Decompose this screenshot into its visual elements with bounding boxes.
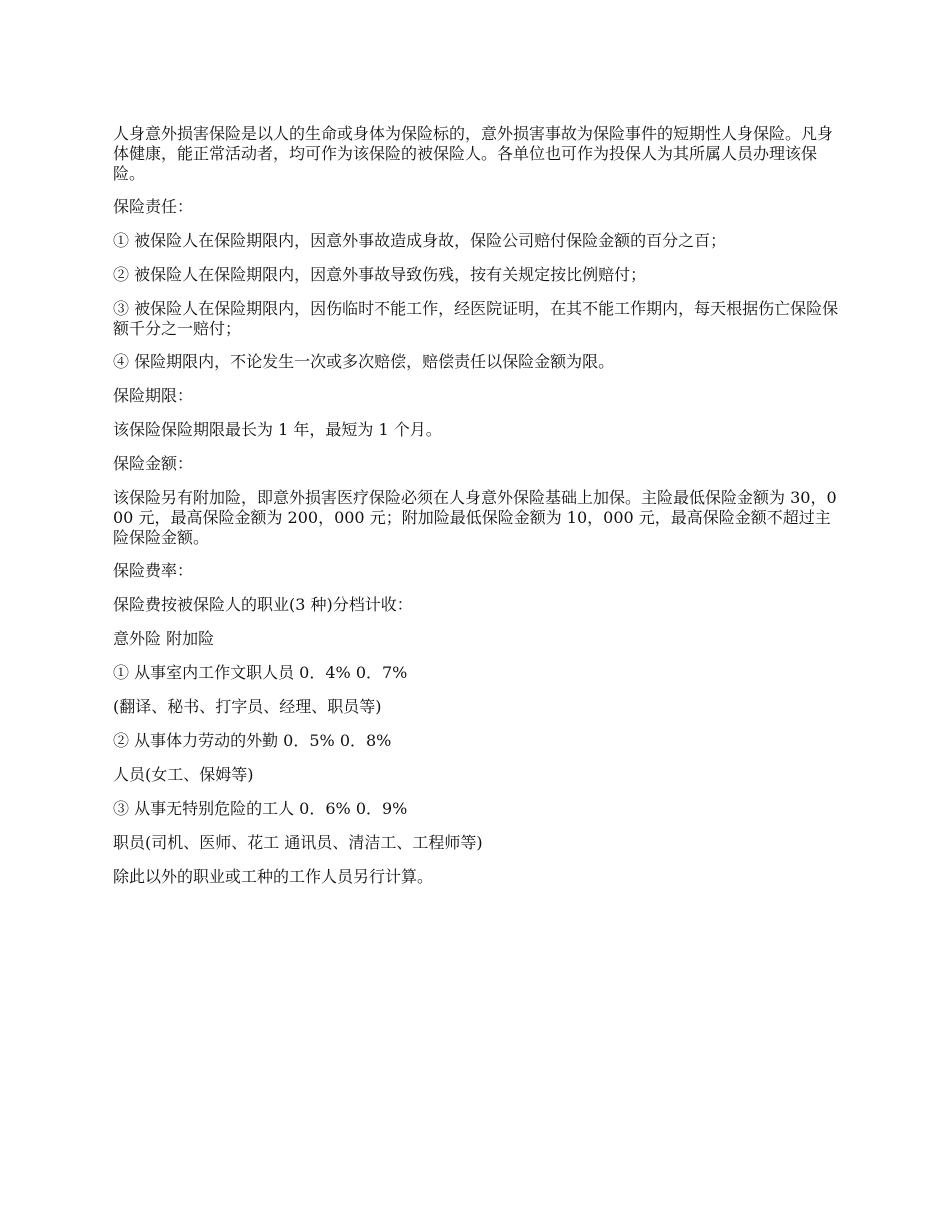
rate-row-1-detail: (翻译、秘书、打字员、经理、职员等): [113, 697, 382, 716]
section-heading-liability: 保险责任：: [113, 197, 194, 216]
rate-row-1: ① 从事室内工作文职人员 0．4% 0．7%: [113, 663, 408, 682]
liability-item-2: ② 被保险人在保险期限内，因意外事故导致伤残，按有关规定按比例赔付；: [113, 265, 647, 284]
liability-item-4: ④ 保险期限内，不论发生一次或多次赔偿，赔偿责任以保险金额为限。: [113, 352, 615, 371]
section-heading-term: 保险期限：: [113, 386, 194, 405]
rate-row-2: ② 从事体力劳动的外勤 0．5% 0．8%: [113, 731, 392, 750]
rate-column-headers: 意外险 附加险: [113, 629, 215, 648]
rate-intro: 保险费按被保险人的职业(3 种)分档计收：: [113, 595, 413, 614]
rate-row-3-detail: 职员(司机、医师、花工 通讯员、清洁工、工程师等): [113, 833, 483, 852]
liability-item-3: ③ 被保险人在保险期限内，因伤临时不能工作，经医院证明，在其不能工作期内，每天根据伤亡保险保额千分之一赔付；: [113, 299, 839, 338]
closing-note: 除此以外的职业或工种的工作人员另行计算。: [113, 867, 434, 886]
section-heading-rate: 保险费率：: [113, 561, 194, 580]
intro-paragraph: 人身意外损害保险是以人的生命或身体为保险标的，意外损害事故为保险事件的短期性人身保险。凡身体健康，能正常活动者，均可作为该保险的被保险人。各单位也可作为投保人为其所属人员办理该保险。: [113, 124, 834, 183]
section-heading-amount: 保险金额：: [113, 454, 194, 473]
rate-row-3: ③ 从事无特别危险的工人 0．6% 0．9%: [113, 799, 408, 818]
document-body: [113, 124, 845, 901]
liability-item-1: ① 被保险人在保险期限内，因意外事故造成身故，保险公司赔付保险金额的百分之百；: [113, 231, 727, 250]
term-paragraph: 该保险保险期限最长为 1 年，最短为 1 个月。: [113, 420, 442, 439]
rate-row-2-detail: 人员(女工、保姆等): [113, 765, 254, 784]
amount-paragraph: 该保险另有附加险，即意外损害医疗保险必须在人身意外保险基础上加保。主险最低保险金额为 30，000 元，最高保险金额为 200，000 元；附加险最低保险金额为 10，000 元，最高保险金额不超过主险保险金额。: [113, 488, 837, 547]
